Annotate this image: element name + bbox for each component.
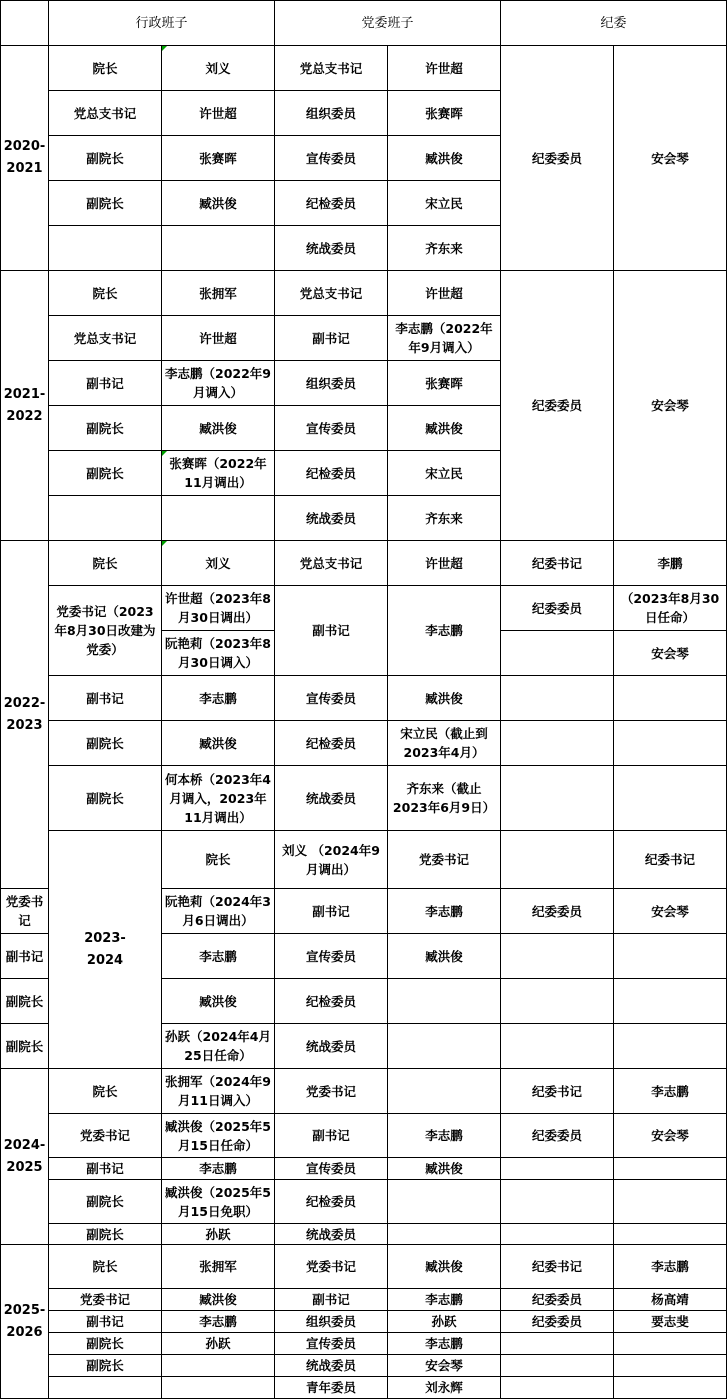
discipline-title	[501, 1355, 614, 1377]
table-row	[1, 1333, 727, 1355]
admin-name: 张赛晖（2022年11月调出）	[162, 451, 275, 496]
discipline-name	[614, 934, 727, 979]
admin-name: 李志鹏	[162, 1311, 275, 1333]
party-name: 许世超	[388, 46, 501, 91]
party-name: 刘永辉	[388, 1377, 501, 1399]
table-row	[1, 1311, 727, 1333]
admin-name: 张拥军（2024年9月11日调入）	[162, 1069, 275, 1114]
admin-name: 孙跃	[162, 1224, 275, 1245]
party-name: 张赛晖	[388, 91, 501, 136]
admin-title: 党总支书记	[49, 316, 162, 361]
year-cell: 2025- 2026	[1, 1245, 49, 1399]
party-name: 宋立民	[388, 451, 501, 496]
party-name: 臧洪俊	[388, 406, 501, 451]
admin-name: 阮艳莉（2024年3月6日调出）	[162, 889, 275, 934]
party-name	[388, 979, 501, 1024]
table-row	[1, 1377, 727, 1399]
party-title: 党总支书记	[275, 541, 388, 586]
table-row	[1, 1180, 727, 1224]
party-title: 党委书记	[388, 831, 501, 889]
party-name: 孙跃	[388, 1311, 501, 1333]
party-name: 齐东来	[388, 496, 501, 541]
table-row	[1, 1069, 727, 1114]
discipline-name: 安会琴	[614, 46, 727, 271]
discipline-title: 纪委委员	[501, 46, 614, 271]
admin-title: 副院长	[1, 979, 49, 1024]
admin-title: 党委书记（2023年8月30日改建为党委）	[49, 586, 162, 676]
party-name: 宋立民	[388, 181, 501, 226]
party-title: 党总支书记	[275, 46, 388, 91]
discipline-title: 纪委委员	[501, 1289, 614, 1311]
party-title: 宣传委员	[275, 406, 388, 451]
admin-name: 臧洪俊	[162, 406, 275, 451]
discipline-name: 安会琴	[614, 1114, 727, 1158]
discipline-name: 李志鹏	[614, 1069, 727, 1114]
table-row	[1, 1114, 727, 1158]
party-name	[501, 831, 614, 889]
party-name: 李志鹏	[388, 1114, 501, 1158]
admin-name: 许世超	[162, 91, 275, 136]
admin-title: 院长	[162, 831, 275, 889]
admin-name: 李志鹏	[162, 676, 275, 721]
party-title: 宣传委员	[275, 676, 388, 721]
discipline-name	[614, 1377, 727, 1399]
discipline-name	[614, 979, 727, 1024]
discipline-title	[501, 934, 614, 979]
discipline-header: 纪委	[501, 1, 727, 46]
discipline-name	[614, 1158, 727, 1180]
year-cell: 2024- 2025	[1, 1069, 49, 1245]
admin-title: 党委书记	[49, 1114, 162, 1158]
admin-title: 副书记	[49, 676, 162, 721]
admin-name: 阮艳莉（2023年8月30日调入）	[162, 631, 275, 676]
discipline-name	[614, 766, 727, 831]
admin-name: 张赛晖	[162, 136, 275, 181]
admin-title: 副院长	[49, 406, 162, 451]
party-title: 副书记	[275, 1114, 388, 1158]
party-title: 统战委员	[275, 1024, 388, 1069]
year-cell: 2021- 2022	[1, 271, 49, 541]
table-row	[1, 271, 727, 316]
party-header: 党委班子	[275, 1, 501, 46]
admin-title: 副院长	[49, 766, 162, 831]
admin-name: 李志鹏	[162, 1158, 275, 1180]
admin-name: 张拥军	[162, 271, 275, 316]
admin-title: 副书记	[1, 934, 49, 979]
discipline-name: 李鹏	[614, 541, 727, 586]
party-title: 纪检委员	[275, 721, 388, 766]
admin-title: 副院长	[49, 721, 162, 766]
party-title: 统战委员	[275, 226, 388, 271]
discipline-name: （2023年8月30日任命）	[614, 586, 727, 631]
party-name: 许世超	[388, 541, 501, 586]
admin-name: 许世超	[162, 316, 275, 361]
party-name: 李志鹏（2022年年9月调入）	[388, 316, 501, 361]
admin-name: 臧洪俊	[162, 721, 275, 766]
party-name: 齐东来（截止2023年6月9日）	[388, 766, 501, 831]
party-name: 李志鹏	[388, 1333, 501, 1355]
admin-title: 党委书记	[1, 889, 49, 934]
discipline-title	[501, 1224, 614, 1245]
admin-title: 副院长	[49, 1355, 162, 1377]
party-title: 宣传委员	[275, 1333, 388, 1355]
party-title: 副书记	[275, 586, 388, 676]
party-title: 组织委员	[275, 361, 388, 406]
discipline-title: 纪委委员	[501, 1311, 614, 1333]
discipline-title: 纪委书记	[501, 1069, 614, 1114]
admin-title: 院长	[49, 46, 162, 91]
party-name: 臧洪俊	[388, 1245, 501, 1289]
discipline-name: 要志斐	[614, 1311, 727, 1333]
admin-title	[49, 226, 162, 271]
admin-name: 臧洪俊	[162, 181, 275, 226]
discipline-title	[501, 1024, 614, 1069]
discipline-name	[614, 676, 727, 721]
admin-title: 党总支书记	[49, 91, 162, 136]
table-row	[1, 1158, 727, 1180]
table-row	[1, 1355, 727, 1377]
admin-title: 副院长	[49, 181, 162, 226]
party-title: 宣传委员	[275, 934, 388, 979]
party-name: 李志鹏	[388, 1289, 501, 1311]
admin-header: 行政班子	[49, 1, 275, 46]
discipline-title: 纪委书记	[501, 541, 614, 586]
table-row	[1, 831, 727, 889]
admin-name: 许世超（2023年8月30日调出）	[162, 586, 275, 631]
party-title: 宣传委员	[275, 1158, 388, 1180]
party-title: 党委书记	[275, 1069, 388, 1114]
admin-name	[162, 496, 275, 541]
admin-title: 院长	[49, 541, 162, 586]
admin-name: 李志鹏	[162, 934, 275, 979]
admin-title	[49, 496, 162, 541]
admin-title: 副院长	[49, 136, 162, 181]
party-title: 纪检委员	[275, 979, 388, 1024]
party-title: 纪检委员	[275, 181, 388, 226]
discipline-title	[501, 766, 614, 831]
table-row	[1, 541, 727, 586]
admin-name: 刘义 （2024年9月调出）	[275, 831, 388, 889]
admin-title: 副书记	[49, 1158, 162, 1180]
party-title: 纪检委员	[275, 1180, 388, 1224]
admin-title: 副院长	[1, 1024, 49, 1069]
party-name	[388, 1069, 501, 1114]
party-name	[388, 1224, 501, 1245]
party-title: 副书记	[275, 889, 388, 934]
discipline-name: 安会琴	[614, 889, 727, 934]
discipline-title: 纪委委员	[501, 1114, 614, 1158]
table-row	[1, 586, 727, 631]
table-row	[1, 1289, 727, 1311]
party-name: 臧洪俊	[388, 676, 501, 721]
discipline-title	[501, 1377, 614, 1399]
admin-title: 院长	[49, 1069, 162, 1114]
admin-title: 副院长	[49, 1180, 162, 1224]
admin-name: 张拥军	[162, 1245, 275, 1289]
discipline-title	[501, 1158, 614, 1180]
party-title: 统战委员	[275, 496, 388, 541]
discipline-title	[501, 676, 614, 721]
discipline-name: 安会琴	[614, 631, 727, 676]
party-title: 统战委员	[275, 766, 388, 831]
party-title: 副书记	[275, 1289, 388, 1311]
party-name: 安会琴	[388, 1355, 501, 1377]
table-row	[1, 766, 727, 831]
year-header	[1, 1, 49, 46]
admin-name: 刘义	[162, 46, 275, 91]
admin-name: 孙跃（2024年4月25日任命）	[162, 1024, 275, 1069]
table-row	[1, 676, 727, 721]
discipline-name	[614, 1333, 727, 1355]
party-name: 张赛晖	[388, 361, 501, 406]
table-row	[1, 1224, 727, 1245]
discipline-title: 纪委书记	[501, 1245, 614, 1289]
discipline-name	[614, 1355, 727, 1377]
admin-title: 副院长	[49, 1333, 162, 1355]
party-title: 党总支书记	[275, 271, 388, 316]
party-name: 许世超	[388, 271, 501, 316]
party-title: 党委书记	[275, 1245, 388, 1289]
discipline-name: 安会琴	[614, 271, 727, 541]
discipline-title: 纪委书记	[614, 831, 727, 889]
discipline-title: 纪委委员	[501, 586, 614, 631]
party-title: 统战委员	[275, 1224, 388, 1245]
discipline-title	[501, 631, 614, 676]
discipline-title: 纪委委员	[501, 271, 614, 541]
admin-name: 臧洪俊	[162, 1289, 275, 1311]
discipline-name: 李志鹏	[614, 1245, 727, 1289]
admin-name: 刘义	[162, 541, 275, 586]
admin-title: 副书记	[49, 1311, 162, 1333]
discipline-name	[614, 1024, 727, 1069]
table-row	[1, 1245, 727, 1289]
party-name	[388, 1180, 501, 1224]
discipline-name	[614, 1180, 727, 1224]
party-name: 李志鹏	[388, 586, 501, 676]
party-name: 臧洪俊	[388, 1158, 501, 1180]
party-title: 副书记	[275, 316, 388, 361]
party-title: 青年委员	[275, 1377, 388, 1399]
admin-title	[49, 1377, 162, 1399]
admin-title: 副院长	[49, 451, 162, 496]
party-name: 臧洪俊	[388, 934, 501, 979]
party-name: 宋立民（截止到2023年4月）	[388, 721, 501, 766]
party-name: 臧洪俊	[388, 136, 501, 181]
admin-title: 副书记	[49, 361, 162, 406]
party-name	[388, 1024, 501, 1069]
party-name: 齐东来	[388, 226, 501, 271]
admin-name	[162, 226, 275, 271]
admin-name: 李志鹏（2022年9月调入）	[162, 361, 275, 406]
admin-name: 臧洪俊（2025年5月15日任命）	[162, 1114, 275, 1158]
year-cell: 2023- 2024	[49, 831, 162, 1069]
party-title: 宣传委员	[275, 136, 388, 181]
party-title: 组织委员	[275, 91, 388, 136]
discipline-title	[501, 721, 614, 766]
admin-title: 院长	[49, 271, 162, 316]
discipline-title	[501, 979, 614, 1024]
admin-name: 臧洪俊（2025年5月15日免职）	[162, 1180, 275, 1224]
admin-name	[162, 1377, 275, 1399]
table-row	[1, 721, 727, 766]
admin-name: 臧洪俊	[162, 979, 275, 1024]
discipline-name	[614, 1224, 727, 1245]
discipline-title	[501, 1333, 614, 1355]
discipline-title: 纪委委员	[501, 889, 614, 934]
table-row	[1, 46, 727, 91]
admin-title: 副院长	[49, 1224, 162, 1245]
admin-title: 院长	[49, 1245, 162, 1289]
admin-title: 党委书记	[49, 1289, 162, 1311]
discipline-title	[501, 1180, 614, 1224]
discipline-name	[614, 721, 727, 766]
year-cell: 2020- 2021	[1, 46, 49, 271]
party-title: 纪检委员	[275, 451, 388, 496]
party-name: 李志鹏	[388, 889, 501, 934]
discipline-name: 杨高靖	[614, 1289, 727, 1311]
party-title: 组织委员	[275, 1311, 388, 1333]
year-cell: 2022- 2023	[1, 541, 49, 889]
admin-name	[162, 1355, 275, 1377]
admin-name: 何本桥（2023年4月调入，2023年11月调出）	[162, 766, 275, 831]
admin-name: 孙跃	[162, 1333, 275, 1355]
party-title: 统战委员	[275, 1355, 388, 1377]
